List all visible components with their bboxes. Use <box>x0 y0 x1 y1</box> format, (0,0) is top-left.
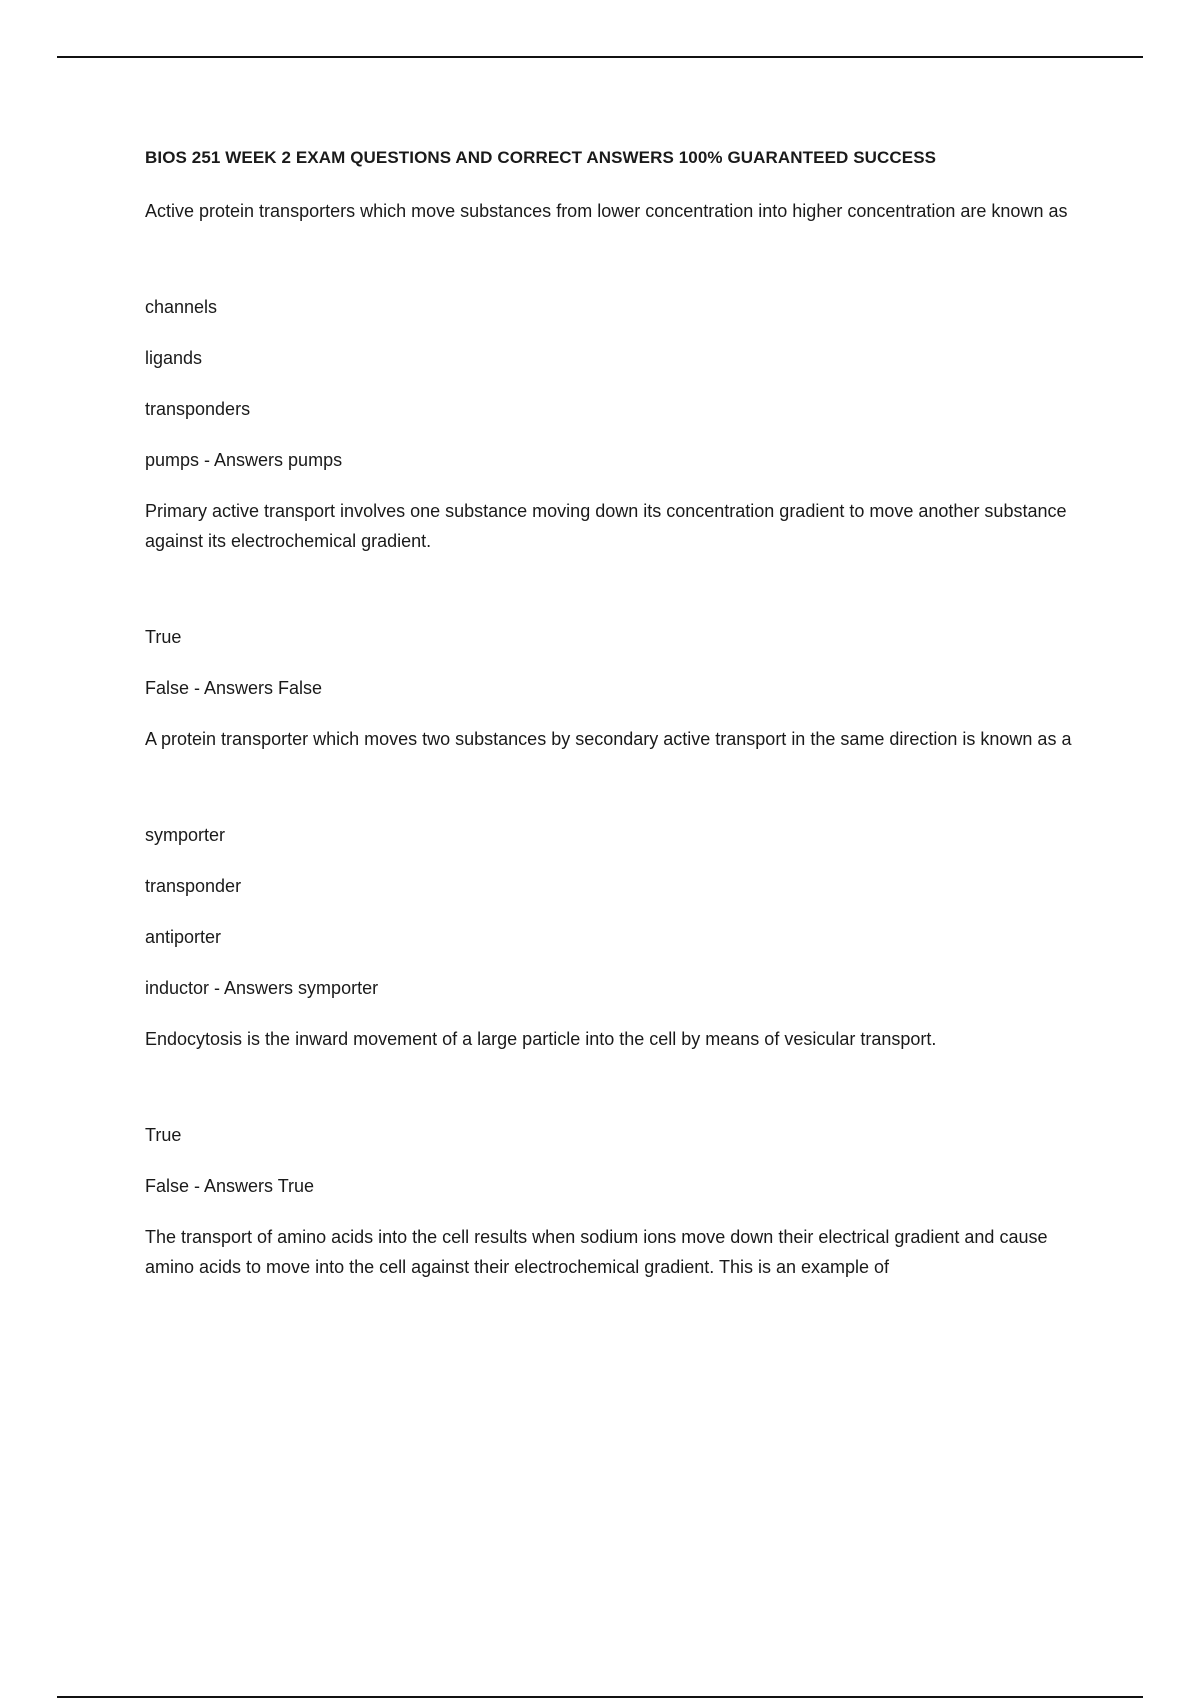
answer-option-with-key: False - Answers True <box>145 1176 315 1196</box>
answer-option: True <box>145 1125 182 1145</box>
answer-option-with-key: inductor - Answers symporter <box>145 978 379 998</box>
answer-option: symporter <box>145 825 226 845</box>
answer-option: channels <box>145 297 218 317</box>
question-text: Endocytosis is the inward movement of a large particle into the cell by means of vesicular transport. <box>145 1029 937 1049</box>
answer-option-with-key: pumps - Answers pumps <box>145 450 343 470</box>
question-block <box>145 496 1085 703</box>
answer-option: True <box>145 627 182 647</box>
page-top-rule <box>57 56 1143 58</box>
question-block <box>145 196 1085 475</box>
answer-option-with-key: False - Answers False <box>145 678 323 698</box>
question-block <box>145 1222 1085 1282</box>
question-text: Active protein transporters which move substances from lower concentration into higher concentration are known as <box>145 201 1068 221</box>
answer-option: transponder <box>145 876 242 896</box>
question-block <box>145 724 1085 1003</box>
document-title: BIOS 251 WEEK 2 EXAM QUESTIONS AND CORRECT ANSWERS 100% GUARANTEED SUCCESS <box>145 148 937 167</box>
document-body <box>145 146 1085 1282</box>
answer-option: antiporter <box>145 927 222 947</box>
question-text: Primary active transport involves one substance moving down its concentration gradient to move another substance against its electrochemical gradient. <box>145 501 1067 551</box>
question-text: The transport of amino acids into the cell results when sodium ions move down their electrical gradient and cause amino acids to move into the cell against their electrochemical gradient. This is an example of <box>145 1227 1048 1277</box>
answer-option: ligands <box>145 348 203 368</box>
question-block <box>145 1024 1085 1201</box>
answer-option: transponders <box>145 399 251 419</box>
question-text: A protein transporter which moves two substances by secondary active transport in the same direction is known as a <box>145 729 1072 749</box>
page-bottom-rule <box>57 1696 1143 1698</box>
